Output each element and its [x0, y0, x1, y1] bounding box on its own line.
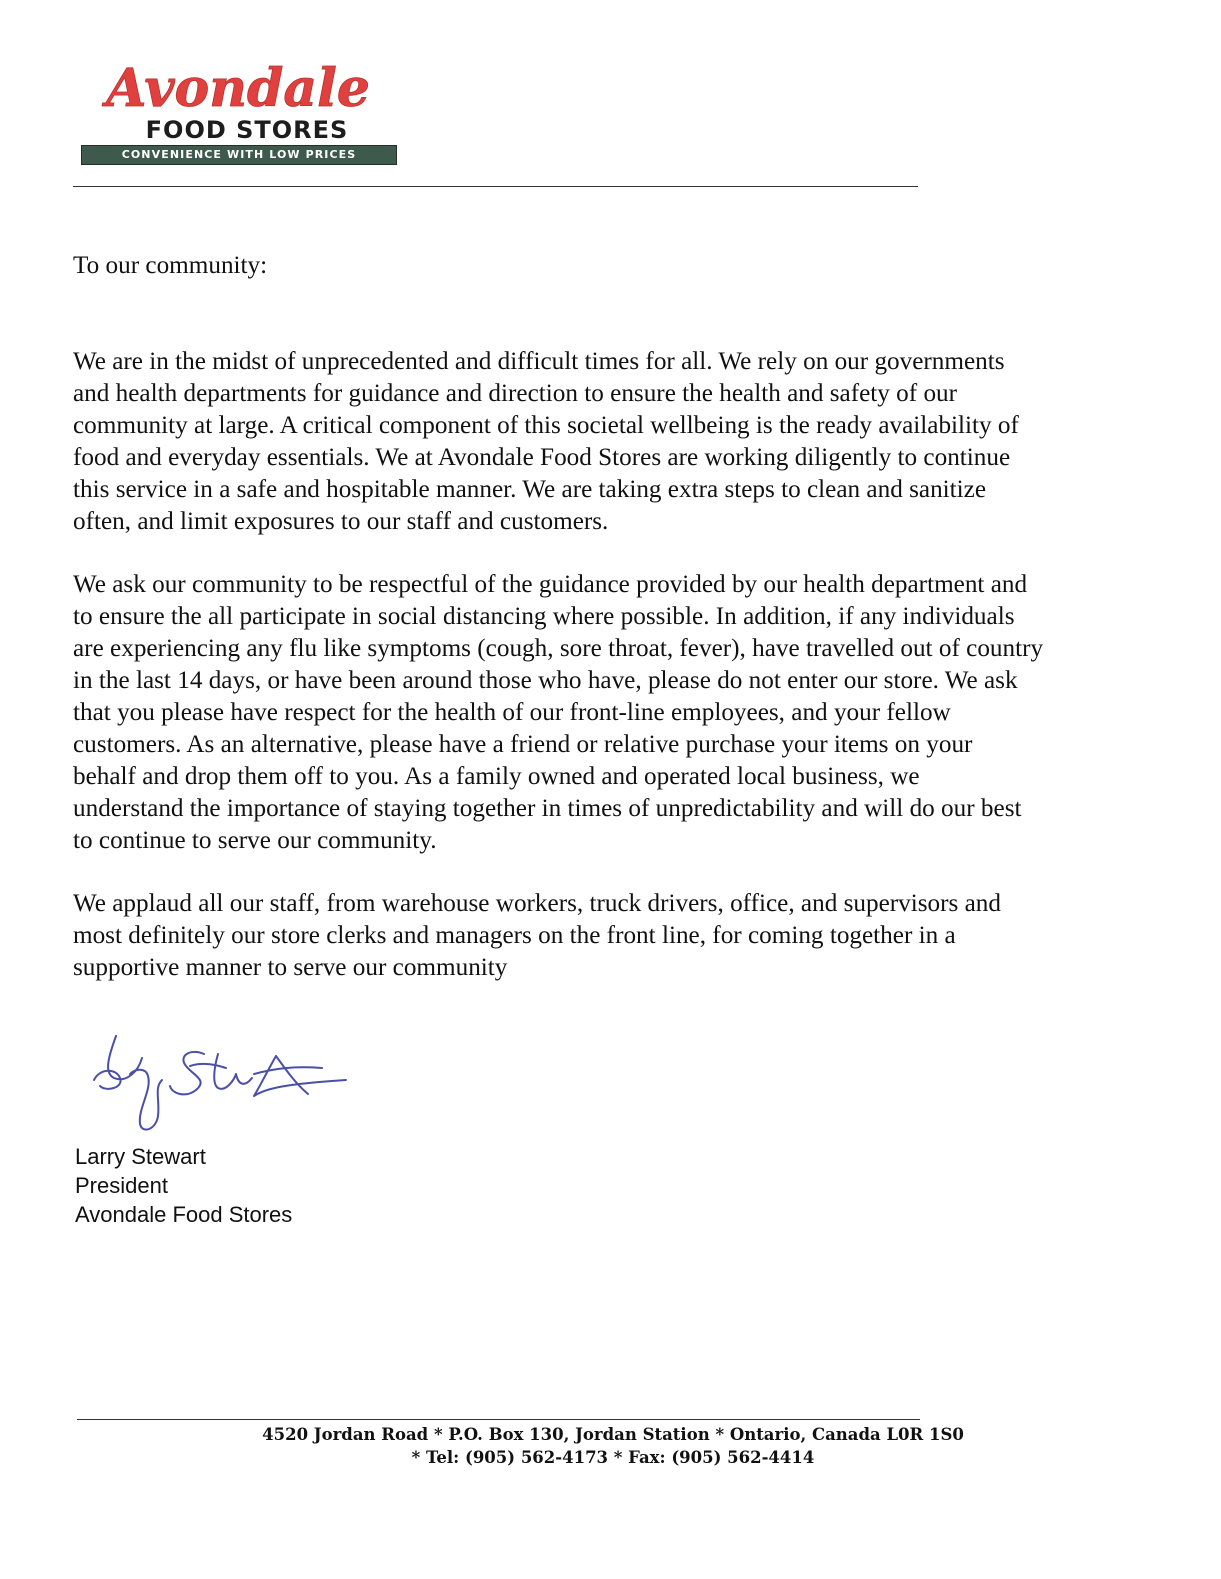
paragraph-2: [73, 569, 1163, 857]
signer-title: President: [75, 1173, 168, 1198]
avondale-script-logo: [68, 58, 408, 122]
paragraph-line: customers. As an alternative, please have a friend or relative purchase your items on your: [73, 731, 973, 758]
paragraph-line: behalf and drop them off to you. As a family owned and operated local business, we: [73, 763, 920, 790]
footer-contact: [200, 1423, 1026, 1469]
logo-script-text: Avondale: [106, 58, 370, 119]
paragraph-line: We are in the midst of unprecedented and difficult times for all. We rely on our governments: [73, 348, 1005, 375]
footer-address: 4520 Jordan Road * P.O. Box 130, Jordan Station * Ontario, Canada L0R 1S0: [262, 1425, 964, 1444]
paragraph-line: this service in a safe and hospitable manner. We are taking extra steps to clean and sanitize: [73, 476, 987, 503]
paragraph-line: understand the importance of staying together in times of unpredictability and will do our best: [73, 795, 1022, 822]
signer-name: Larry Stewart: [75, 1144, 206, 1169]
paragraph-3: [73, 888, 1163, 984]
paragraph-line: to continue to serve our community.: [73, 827, 437, 854]
paragraph-line: in the last 14 days, or have been around those who have, please do not enter our store. We ask: [73, 667, 1018, 694]
paragraph-line: supportive manner to serve our community: [73, 954, 508, 981]
footer-divider: [77, 1419, 920, 1420]
paragraph-line: most definitely our store clerks and managers on the front line, for coming together in a: [73, 922, 956, 949]
footer-phone-fax: * Tel: (905) 562-4173 * Fax: (905) 562-4414: [411, 1448, 815, 1467]
paragraph-line: and health departments for guidance and direction to ensure the health and safety of our: [73, 380, 958, 407]
salutation-text: To our community:: [73, 252, 268, 279]
paragraph-line: food and everyday essentials. We at Avondale Food Stores are working diligently to continue: [73, 444, 1011, 471]
paragraph-line: to ensure the all participate in social distancing where possible. In addition, if any individuals: [73, 603, 1015, 630]
signoff-block: [75, 1142, 292, 1229]
paragraph-line: community at large. A critical component of this societal wellbeing is the ready availability of: [73, 412, 1019, 439]
paragraph-line: that you please have respect for the health of our front-line employees, and your fellow: [73, 699, 951, 726]
paragraph-line: are experiencing any flu like symptoms (cough, sore throat, fever), have travelled out of country: [73, 635, 1044, 662]
paragraph-line: often, and limit exposures to our staff and customers.: [73, 508, 609, 535]
paragraph-1: [73, 346, 1163, 538]
company-logo: [68, 58, 408, 170]
signer-company: Avondale Food Stores: [75, 1202, 293, 1227]
logo-tagline: CONVENIENCE WITH LOW PRICES: [81, 145, 397, 165]
salutation: [73, 250, 1163, 282]
logo-subtitle: FOOD STORES: [145, 116, 349, 144]
handwritten-signature: [86, 1028, 356, 1138]
paragraph-line: We ask our community to be respectful of the guidance provided by our health department and: [73, 571, 1028, 598]
paragraph-line: We applaud all our staff, from warehouse workers, truck drivers, office, and supervisors and: [73, 890, 1001, 917]
header-divider: [73, 186, 918, 187]
